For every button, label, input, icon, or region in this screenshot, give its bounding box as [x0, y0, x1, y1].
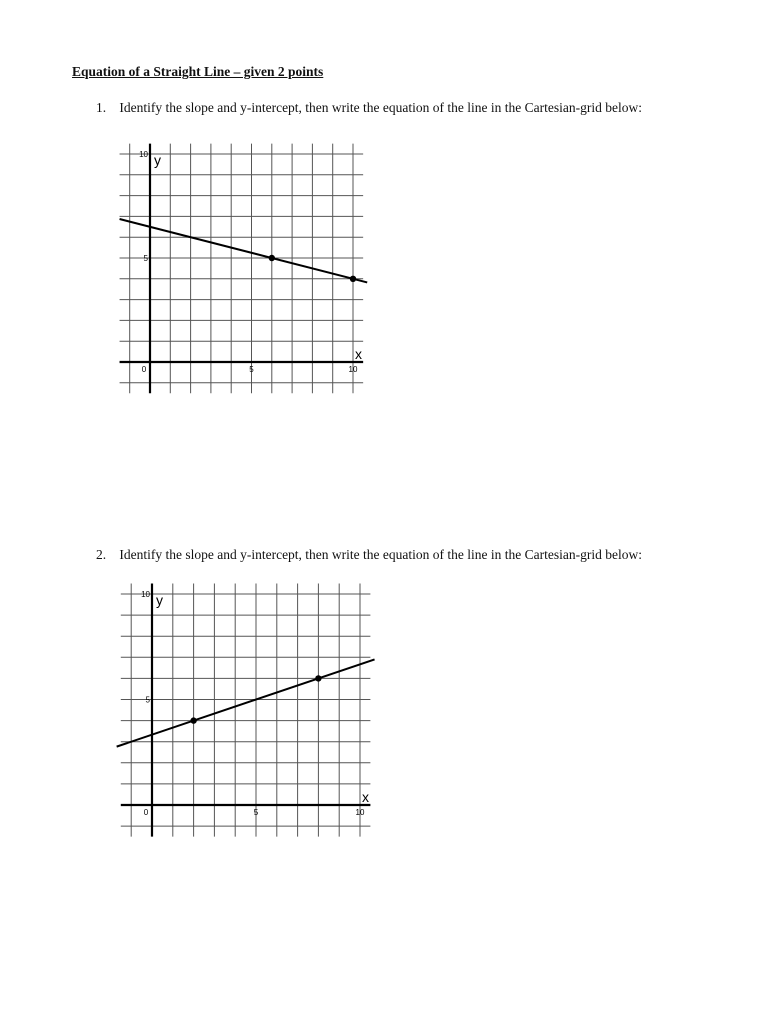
worksheet-title: Equation of a Straight Line – given 2 points [72, 64, 324, 79]
question-number: 1. [96, 100, 107, 115]
x-axis-label: x [362, 789, 369, 805]
y-tick-label: 5 [143, 254, 148, 263]
question-text: Identify the slope and y-intercept, then write the equation of the line in the Cartesian-grid below: [119, 547, 642, 562]
x-tick-label: 5 [249, 365, 254, 374]
x-tick-label: 0 [141, 365, 147, 374]
question-text: Identify the slope and y-intercept, then write the equation of the line in the Cartesian-grid below: [119, 100, 642, 115]
y-tick-label: 10 [141, 590, 150, 599]
y-axis-label: y [154, 152, 161, 168]
plotted-point [315, 675, 321, 681]
y-axis-label: y [156, 592, 163, 608]
plotted-point [190, 717, 196, 723]
x-tick-label: 10 [348, 365, 358, 374]
x-tick-label: 0 [143, 808, 149, 817]
question-number: 2. [96, 547, 107, 562]
y-tick-label: 10 [139, 150, 148, 159]
plotted-line [117, 659, 375, 746]
x-axis-label: x [355, 346, 362, 362]
y-tick-label: 5 [145, 695, 150, 705]
x-tick-label: 5 [253, 808, 259, 817]
x-tick-label: 10 [355, 808, 365, 817]
